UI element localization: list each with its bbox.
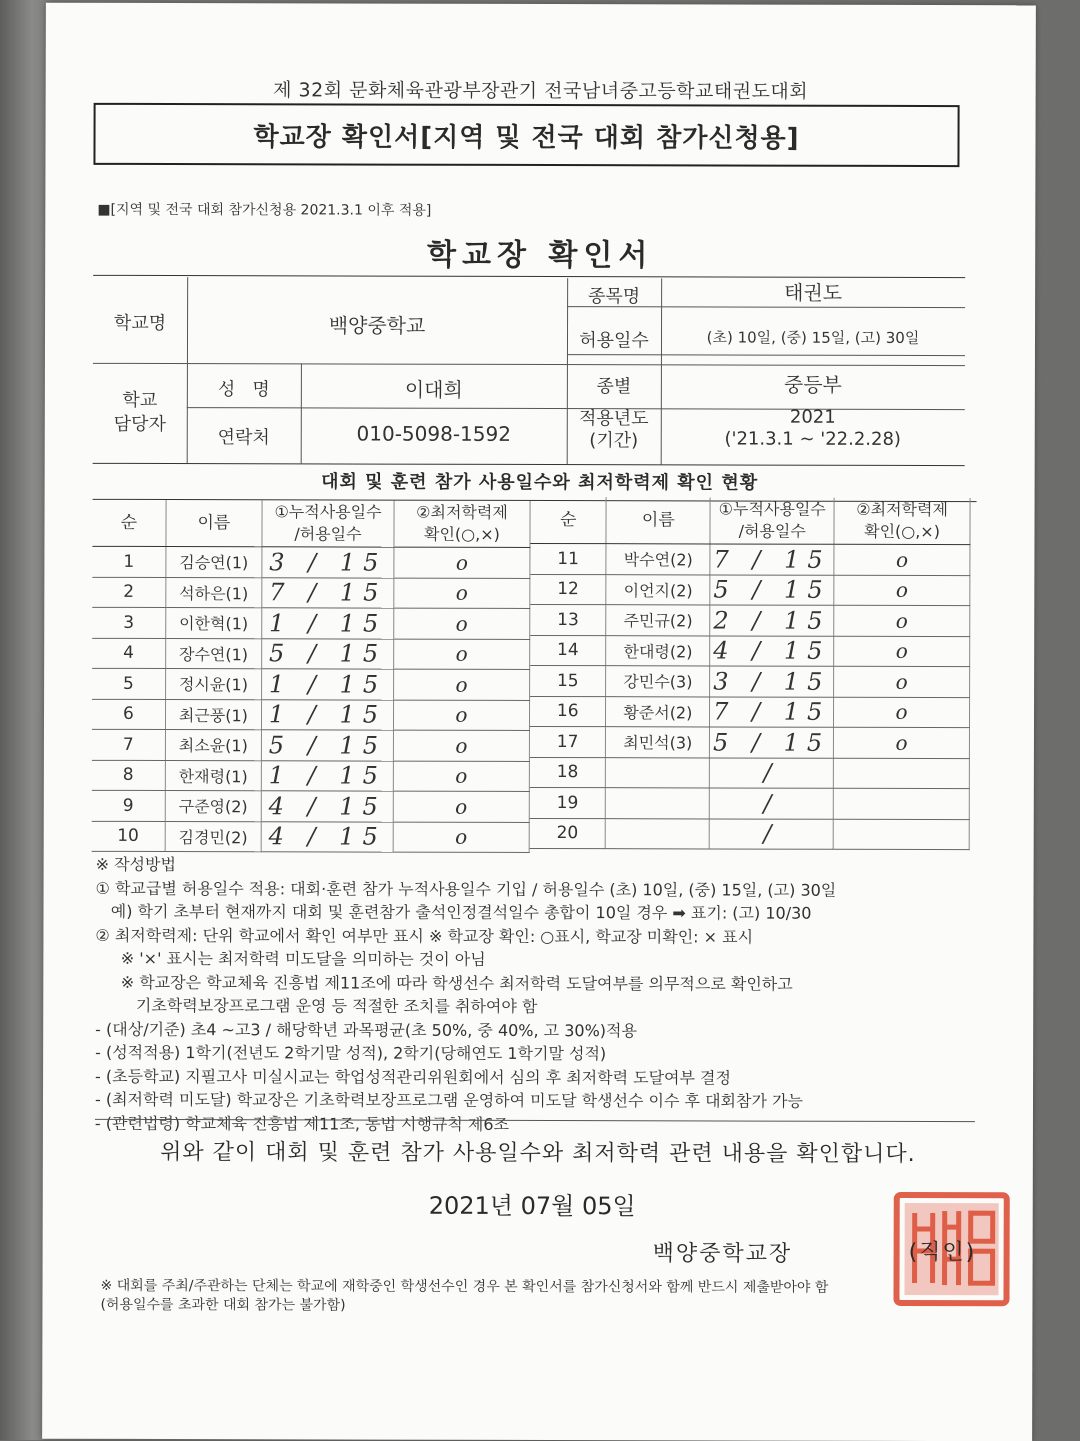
footnote [100,1277,828,1317]
row-number: 17 [530,726,606,757]
usage-days: 3 / 15 [262,547,394,578]
student-name: 이언지(2) [606,574,710,605]
allowed-days-label: 허용일수 [579,330,649,352]
year-label: 적용년도 (기간) [578,408,649,452]
usage-days: 5 / 15 [261,730,393,761]
student-name: 최근풍(1) [165,699,261,730]
academic-check: o [834,666,970,697]
student-name: 한대령(2) [606,635,710,666]
usage-days: / [709,818,833,849]
table-row [92,729,530,761]
footnote-line: ※ 대회를 주최/주관하는 단체는 학교에 재학중인 학생선수인 경우 본 확인서를 참가신청서와 함께 반드시 제출받아야 함 [100,1277,829,1296]
usage-days: 7 / 15 [710,544,834,575]
instruction-line: 기초학력보장프로그램 운영 등 적절한 조치를 취하여야 함 [95,995,538,1016]
academic-check: o [393,700,529,731]
usage-days: 1 / 15 [262,608,394,639]
table-row [92,699,530,731]
academic-check: o [394,608,530,639]
student-name: 석하은(1) [166,577,262,608]
instruction-line: ① 학교급별 허용일수 적용: 대회·훈련 참가 누적사용일수 기입 / 허용일수 (초) 10일, (중) 15일, (고) 30일 [95,878,837,900]
issue-date: 2021년 07월 05일 [428,1191,636,1221]
row-number: 12 [530,574,606,605]
col-name: 이름 [606,497,710,544]
table-row [530,787,970,819]
col-name: 이름 [166,500,262,547]
table-row [530,726,970,758]
usage-days: 4 / 15 [710,635,834,666]
academic-check: o [393,669,529,700]
academic-check: o [393,791,529,822]
manager-label: 학교 담당자 [113,389,166,436]
table-row [92,760,530,792]
table-row [92,821,530,853]
col-check: ②최저학력제 확인(○,×) [834,498,970,545]
student-name: 박수연(2) [606,544,710,575]
usage-days: 1 / 15 [262,669,394,700]
school-value: 백양중학교 [328,313,426,338]
row-number: 7 [92,729,165,760]
row-number: 16 [530,696,606,727]
student-name: 강민수(3) [606,666,710,697]
student-name: 정시윤(1) [165,669,261,700]
student-name: 김승연(1) [166,547,262,578]
instruction-line: ※ '×' 표시는 최저학력 미도달을 의미하는 것이 아님 [95,948,486,969]
instruction-line: - (성적적용) 1학기(전년도 2학기말 성적), 2학기(당해연도 1학기말 성적) [95,1042,607,1064]
period-value: ('21.3.1 ~ '22.2.28) [724,428,901,450]
student-name: 최민석(3) [606,727,710,758]
academic-check: o [393,822,529,853]
academic-check: o [834,727,970,758]
table-title: 대회 및 훈련 참가 사용일수와 최저학력제 확인 현황 [321,471,759,494]
row-number: 9 [92,790,165,821]
contact-value: 010-5098-1592 [356,421,511,446]
table-row [530,574,970,606]
category-label: 종별 [596,376,632,398]
principal-title: 백양중학교장 [652,1241,793,1267]
academic-check: o [834,605,970,636]
row-number: 14 [530,635,606,666]
col-no: 순 [530,497,606,544]
row-number: 20 [530,818,606,849]
academic-check: o [393,761,529,792]
student-name: 황준서(2) [606,696,710,727]
usage-days: 1 / 15 [261,760,393,791]
table-row [530,543,970,575]
instruction-line: ② 최저학력제: 단위 학교에서 확인 여부만 표시 ※ 학교장 확인: ○표시, 학교장 미확인: × 표시 [95,925,754,947]
sport-value: 태권도 [784,280,843,305]
usage-days: 4 / 15 [261,791,393,822]
document-title-box [93,103,959,167]
academic-check: o [394,547,530,578]
applicability-note: ■[지역 및 전국 대회 참가신청용 2021.3.1 이후 적용] [97,201,432,219]
academic-check [833,788,969,819]
instruction-line: ※ 학교장은 학교체육 진흥법 제11조에 따라 학생선수 최저학력 도달여부를 의무적으로 확인하고 [95,972,793,994]
table-row [92,638,530,670]
student-name: 주민규(2) [606,605,710,636]
row-number: 3 [92,607,165,638]
usage-table-right [530,497,971,850]
usage-days: 5 / 15 [710,574,834,605]
confirmation-statement: 위와 같이 대회 및 훈련 참가 사용일수와 최저학력 관련 내용을 확인합니다. [160,1140,916,1167]
student-name: 이한혁(1) [165,608,261,639]
category-value: 중등부 [783,372,842,397]
year-value: 2021 [789,406,836,428]
usage-days: / [710,788,834,819]
academic-check: o [394,578,530,609]
main-title: 학교장 확인서 [427,237,654,274]
row-number: 11 [530,543,606,574]
instruction-line: 예) 학기 초부터 현재까지 대회 및 훈련참가 출석인정결석일수 총합이 10일 경우 ➡ 표기: (고) 10/30 [95,901,812,923]
row-number: 13 [530,604,606,635]
student-name: 한재령(1) [165,760,261,791]
row-number: 19 [530,787,606,818]
table-header-row [530,497,970,545]
seal-label: (직인) [908,1239,977,1266]
student-name: 구준영(2) [165,791,261,822]
instruction-line: - (초등학교) 지필고사 미실시교는 학업성적관리위원회에서 심의 후 최저학력 도달여부 결정 [95,1066,732,1088]
usage-days: 3 / 15 [710,666,834,697]
usage-days: 7 / 15 [710,696,834,727]
usage-days: / [710,757,834,788]
table-row [92,607,530,639]
row-number: 15 [530,665,606,696]
col-days: ①누적사용일수 /허용일수 [262,500,394,547]
academic-check: o [834,697,970,728]
academic-check [833,819,969,850]
usage-days: 2 / 15 [710,605,834,636]
row-number: 4 [92,638,165,669]
academic-check: o [394,639,530,670]
school-label: 학교명 [113,312,167,335]
info-bottom-rule [93,463,965,466]
student-name [606,818,710,849]
academic-check [833,758,969,789]
usage-days: 5 / 15 [262,638,394,669]
row-number: 2 [92,577,165,608]
document-title: 학교장 확인서[지역 및 전국 대회 참가신청용] [253,121,800,154]
row-number: 6 [92,699,165,730]
name-label: 성 명 [217,379,270,401]
table-row [530,696,970,728]
row-number: 10 [92,821,165,852]
usage-days: 4 / 15 [261,821,393,852]
student-name: 장수연(1) [165,638,261,669]
table-row [530,604,970,636]
contact-label: 연락처 [217,427,270,449]
row-number: 5 [92,668,165,699]
instruction-line: - (최저학력 미도달) 학교장은 기초학력보장프로그램 운영하여 미도달 학생선수 이수 후 대회참가 가능 [94,1089,803,1111]
academic-check: o [834,636,970,667]
writing-instructions [95,853,996,1137]
table-row [530,665,970,697]
table-row [92,546,530,578]
document-page [42,3,1036,1441]
academic-check: o [834,544,970,575]
table-row [92,668,530,700]
col-days: ①누적사용일수 /허용일수 [710,497,834,544]
usage-table-left [92,500,531,853]
student-name [606,757,710,788]
academic-check: o [393,730,529,761]
usage-days: 1 / 15 [262,699,394,730]
allowed-days-value: (초) 10일, (중) 15일, (고) 30일 [706,328,920,347]
instruction-line: - (대상/기준) 초4 ~고3 / 해당학년 과목평균(초 50%, 중 40%, 고 30%)적용 [95,1019,637,1040]
table-row [530,818,970,850]
table-header-row [92,500,530,548]
row-number: 18 [530,757,606,788]
row-number: 1 [92,546,165,577]
table-row [92,790,530,822]
table-row [530,635,970,667]
sport-label: 종목명 [587,286,641,308]
col-no: 순 [92,500,165,547]
table-row [530,757,970,789]
student-name [606,788,710,819]
usage-days: 7 / 15 [262,577,394,608]
info-rule [567,354,965,356]
row-number: 8 [92,760,165,791]
student-name: 김경민(2) [165,821,261,852]
info-rule [93,363,965,366]
academic-check: o [834,575,970,606]
col-check: ②최저학력제 확인(○,×) [394,501,530,548]
manager-name: 이대희 [404,377,463,402]
footnote-line: (허용일수를 초과한 대회 참가는 불가함) [100,1296,346,1314]
instruction-line: - (관련법령) 학교체육 진흥법 제11조, 동법 시행규칙 제6조 [94,1113,510,1134]
instruction-line: ※ 작성방법 [95,854,176,875]
student-name: 최소윤(1) [165,730,261,761]
event-title: 제 32회 문화체육관광부장관기 전국남녀중고등학교태권도대회 [273,79,809,103]
table-row [92,577,530,609]
usage-days: 5 / 15 [710,727,834,758]
